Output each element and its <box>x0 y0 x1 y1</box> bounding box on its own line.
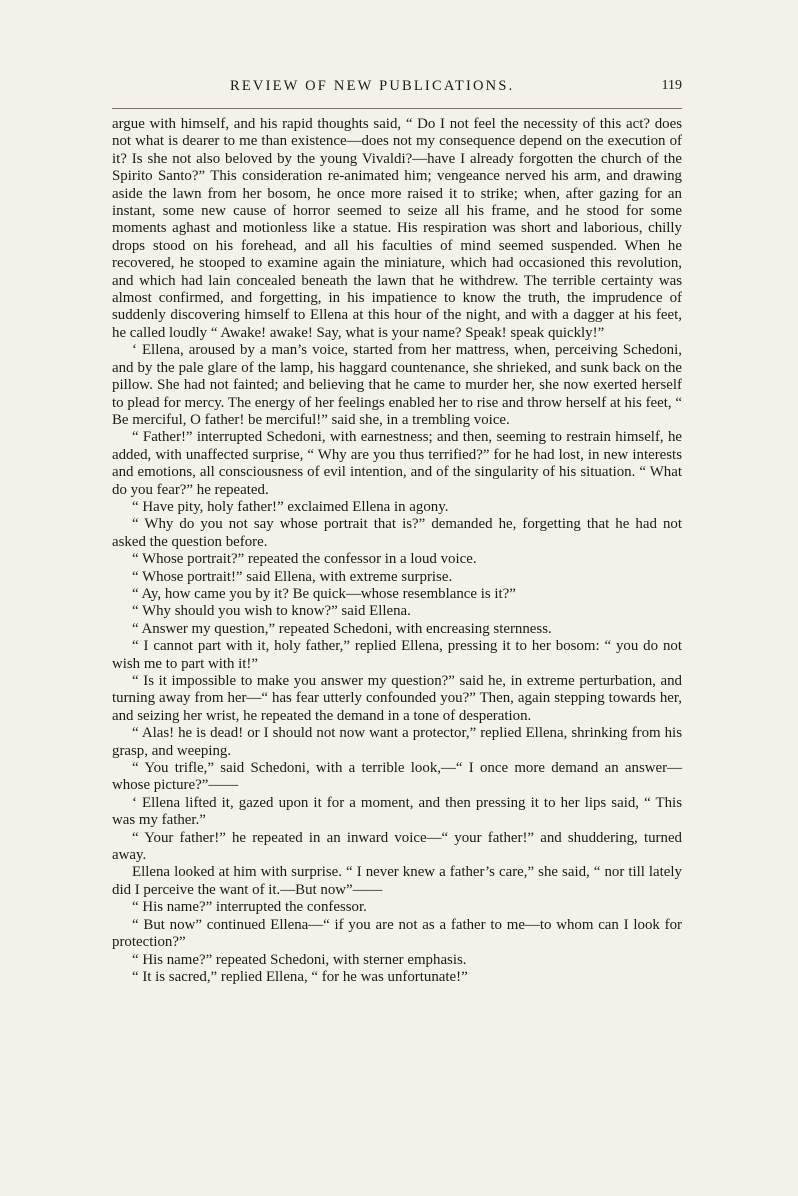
paragraph: “ Whose portrait!” said Ellena, with extreme surprise. <box>132 568 453 585</box>
body-text <box>112 116 682 986</box>
paragraph: “ Alas! he is dead! or I should not now want a protector,” replied Ellena, shrinking from his grasp, and weeping. <box>112 725 682 759</box>
paragraph: “ I cannot part with it, holy father,” replied Ellena, pressing it to her bosom: “ you do not wish me to part with it!” <box>112 638 682 672</box>
paragraph: “ Your father!” he repeated in an inward voice—“ your father!” and shuddering, turned away. <box>112 829 682 864</box>
paragraph: “ Ay, how came you by it? Be quick—whose resemblance is it?” <box>132 585 516 602</box>
header-rule <box>112 108 682 109</box>
paragraph: ‘ Ellena, aroused by a man’s voice, started from her mattress, when, perceiving Schedoni, and by the pale glare of the lamp, his haggard countenance, she shrieked, and sunk back on the pillow. She had not fainted; and believing that he came to murder her, she now exerted herself to plead for mercy. The energy of her feelings enabled her to rise and throw herself at his feet, “ Be merciful, O father! be merciful!” said she, in a trembling voice. <box>112 342 682 428</box>
paragraph: “ Why do you not say whose portrait that is?” demanded he, forgetting that he had not asked the question before. <box>112 516 682 550</box>
paragraph: “ It is sacred,” replied Ellena, “ for he was unfortunate!” <box>132 968 468 985</box>
page-number: 119 <box>661 78 682 93</box>
paragraph: “ Answer my question,” repeated Schedoni, with encreasing sternness. <box>132 620 552 637</box>
page-header <box>112 78 682 102</box>
paragraph: “ Whose portrait?” repeated the confessor in a loud voice. <box>132 551 477 568</box>
paragraph: “ You trifle,” said Schedoni, with a terrible look,—“ I once more demand an answer—whose picture?”—— <box>112 760 682 794</box>
paragraph: “ His name?” repeated Schedoni, with sterner emphasis. <box>132 951 467 968</box>
paragraph: Ellena looked at him with surprise. “ I never knew a father’s care,” she said, “ nor till lately did I perceive the want of it.—But now”—— <box>112 864 682 898</box>
paragraph: ‘ Ellena lifted it, gazed upon it for a moment, and then pressing it to her lips said, “ This was my father.” <box>112 794 682 829</box>
paragraph: “ But now” continued Ellena—“ if you are not as a father to me—to whom can I look for protection?” <box>112 916 682 951</box>
paragraph: “ Why should you wish to know?” said Ellena. <box>132 603 411 620</box>
running-head: REVIEW OF NEW PUBLICATIONS. <box>230 78 515 94</box>
paragraph: “ Father!” interrupted Schedoni, with earnestness; and then, seeming to restrain himself, he added, with unaffected surprise, “ Why are you thus terrified?” for he had lost, in new interests and emotions, all consciousness of evil intention, and of the singularity of his situation. “ What do you fear?” he repeated. <box>112 429 682 498</box>
paragraph: “ Have pity, holy father!” exclaimed Ellena in agony. <box>132 498 449 515</box>
paragraph: “ Is it impossible to make you answer my question?” said he, in extreme perturbation, and turning away from her—“ has fear utterly confounded you?” Then, again stepping towards her, and seizing her wrist, he repeated the demand in a tone of desperation. <box>112 673 682 724</box>
paragraph: “ His name?” interrupted the confessor. <box>132 899 367 916</box>
paragraph: argue with himself, and his rapid thoughts said, “ Do I not feel the necessity of this act? does not what is dearer to me than existence—does not my consequence depend on the execution of it? Is she not also beloved by the young Vivaldi?—have I already forgotten the church of the Spirito Santo?” This consideration re-animated him; vengeance nerved his arm, and drawing aside the lawn from her bosom, he once more raised it to strike; when, after gazing for an instant, some new cause of horror seemed to seize all his frame, and he stood for some moments aghast and motionless like a statue. His respiration was short and laborious, chilly drops stood on his forehead, and all his faculties of mind seemed suspended. When he recovered, he stooped to examine again the miniature, which had occasioned this revolution, and which had lain concealed beneath the lawn that he withdrew. The terrible certainty was almost confirmed, and forgetting, in his impatience to know the truth, the imprudence of suddenly discovering himself to Ellena at this hour of the night, and with a dagger at his feet, he called loudly “ Awake! awake! Say, what is your name? Speak! speak quickly!” <box>112 116 682 341</box>
